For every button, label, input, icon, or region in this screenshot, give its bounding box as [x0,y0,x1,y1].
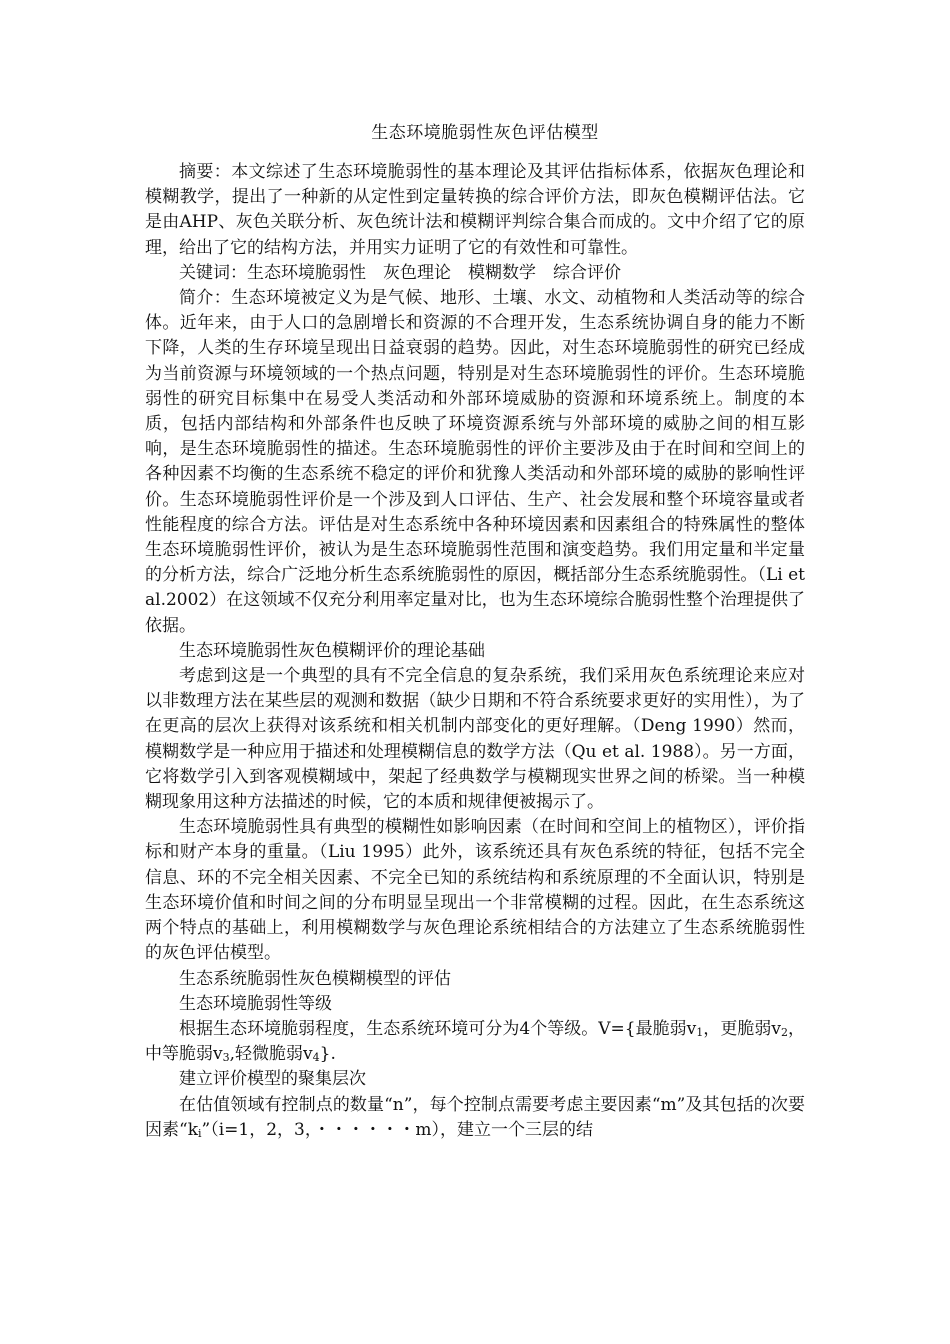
grade-text: 根据生态环境脆弱程度，生态系统环境可分为4个等级。V={最脆弱v [179,1018,697,1039]
theory-paragraph-2: 生态环境脆弱性具有典型的模糊性如影响因素（在时间和空间上的植物区），评价指标和财产本身的重量。（Liu 1995）此外，该系统还具有灰色系统的特征，包括不完全信息、环的不完全相关因素、不完全已知的系统结构和系统原理的不全面认识，特别是生态环境价值和时间之间的分布明显呈现出一个非常模糊的过程。因此，在生态系统这两个特点的基础上，利用模糊数学与灰色理论系统相结合的方法建立了生态系统脆弱性的灰色评估模型。 [145,817,805,964]
subheading-grade: 生态环境脆弱性等级 [179,993,332,1014]
grade-sub-2: 2 [780,1025,788,1039]
section-heading-theory: 生态环境脆弱性灰色模糊评价的理论基础 [179,640,485,661]
grade-sub-3: 3 [222,1051,230,1065]
abstract-paragraph: 摘要：本文综述了生态环境脆弱性的基本理论及其评估指标体系，依据灰色理论和模糊教学，提出了一种新的从定性到定量转换的综合评价方法，即灰色模糊评估法。它是由AHP、灰色关联分析、灰色统计法和模糊评判综合集合而成的。文中介绍了它的原理，给出了它的结构方法，并用实力证明了它的有效性和可靠性。 [145,162,805,258]
keywords-paragraph: 关键词：生态环境脆弱性 灰色理论 模糊数学 综合评价 [179,262,621,283]
levels-text-a: 在估值领域有控制点的数量“n”，每个控制点需要考虑主要因素“m”及其包括的次要因素“k [145,1094,805,1140]
grade-text-5: }. [319,1044,336,1065]
levels-paragraph [145,1093,805,1143]
grade-text-4: ,轻微脆弱v [229,1044,313,1065]
subheading-levels: 建立评价模型的聚集层次 [179,1069,366,1090]
document-title: 生态环境脆弱性灰色评估模型 [371,123,599,143]
levels-sub-i: i [198,1126,202,1140]
grade-paragraph [145,1017,805,1067]
document-body [145,160,805,1143]
grade-text-3: ，中等脆弱v [145,1018,806,1065]
intro-paragraph: 简介：生态环境被定义为是气候、地形、土壤、水文、动植物和人类活动等的综合体。近年来，由于人口的急剧增长和资源的不合理开发，生态系统协调自身的能力不断下降，人类的生存环境呈现出日益衰弱的趋势。因此，对生态环境脆弱性的研究已经成为当前资源与环境领域的一个热点问题，特别是对生态环境脆弱性的评价。生态环境脆弱性的研究目标集中在易受人类活动和外部环境威胁的资源和环境系统上。制度的本质，包括内部结构和外部条件也反映了环境资源系统与外部环境的威胁之间的相互影响，是生态环境脆弱性的描述。生态环境脆弱性的评价主要涉及由于在时间和空间上的各种因素不均衡的生态系统不稳定的评价和犹豫人类活动和外部环境的威胁的影响性评价。生态环境脆弱性评价是一个涉及到人口评估、生产、社会发展和整个环境容量或者性能程度的综合方法。评估是对生态系统中各种环境因素和因素组合的特殊属性的整体生态环境脆弱性评价，被认为是生态环境脆弱性范围和演变趋势。我们用定量和半定量的分析方法，综合广泛地分析生态系统脆弱性的原因，概括部分生态系统脆弱性。（Li et al.2002）在这领域不仅充分利用率定量对比，也为生态环境综合脆弱性整个治理提供了依据。 [145,288,805,636]
grade-text-2: ，更脆弱v [703,1018,781,1039]
levels-text-b: ”（i=1，2，3，・・・・・・m），建立一个三层的结 [201,1119,593,1140]
grade-sub-4: 4 [312,1051,320,1065]
section-heading-evaluation: 生态系统脆弱性灰色模糊模型的评估 [179,968,451,989]
theory-paragraph-1: 考虑到这是一个典型的具有不完全信息的复杂系统，我们采用灰色系统理论来应对以非数理方法在某些层的观测和数据（缺少日期和不符合系统要求更好的实用性），为了在更高的层次上获得对该系统和相关机制内部变化的更好理解。（Deng 1990）然而，模糊数学是一种应用于描述和处理模糊信息的数学方法（Qu et al. 1988）。另一方面，它将数学引入到客观模糊域中，架起了经典数学与模糊现实世界之间的桥梁。当一种模糊现象用这种方法描述的时候，它的本质和规律便被揭示了。 [145,666,805,813]
grade-sub-1: 1 [696,1025,704,1039]
